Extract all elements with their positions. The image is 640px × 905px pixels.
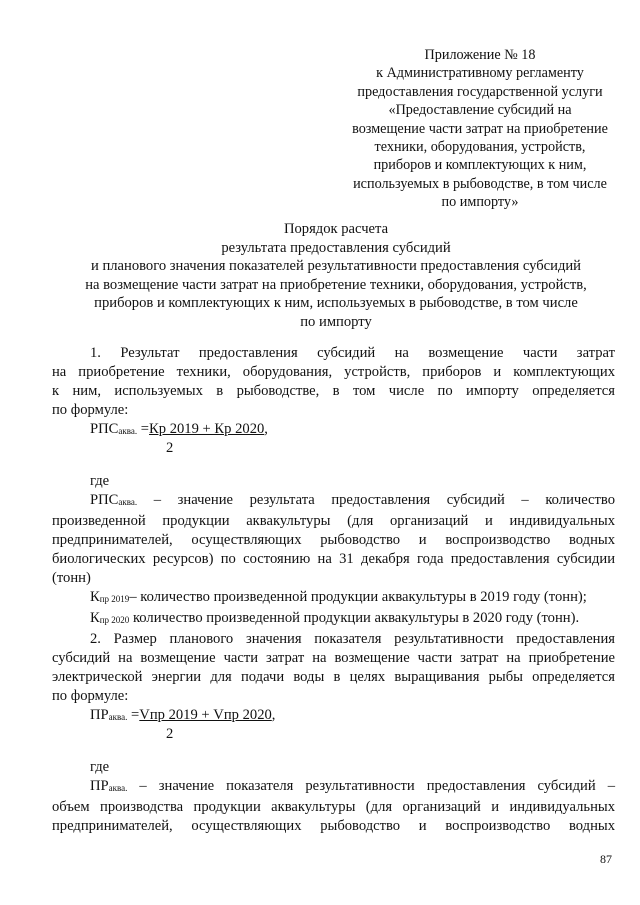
formula-eq: =: [127, 707, 140, 723]
def-term: ПР: [90, 778, 109, 794]
appendix-line: техники, оборудования, устройств,: [374, 139, 586, 156]
formula-denominator: 2: [166, 440, 174, 456]
appendix-line: возмещение части затрат на приобретение: [352, 120, 608, 137]
section1-paragraph: по формуле:: [52, 402, 129, 418]
formula-comma: ,: [264, 421, 268, 437]
document-body: [52, 344, 615, 836]
appendix-line: предоставления государственной услуги: [357, 83, 603, 100]
formula-lhs: ПР: [90, 707, 109, 723]
section1-paragraph: на приобретение техники, оборудования, устройств, приборов и комплектующих: [52, 364, 615, 380]
appendix-line: по импорту»: [441, 194, 519, 211]
appendix-header: [330, 46, 630, 212]
document-title: [60, 220, 612, 332]
section2-paragraph: субсидий на возмещение части затрат на возмещение части затрат на приобретение: [52, 650, 615, 666]
section1-paragraph: к ним, используемых в рыбоводстве, в том числе по импорту определяется: [52, 383, 615, 399]
appendix-line: приборов и комплектующих к ним,: [373, 157, 587, 174]
section2-paragraph: электрической энергии для подачи воды в целях выращивания рыбы определяется: [52, 669, 615, 685]
definition-pr: [52, 777, 615, 798]
def-text: количество произведенной продукции аквакультуры в 2020 году (тонн).: [129, 610, 580, 626]
def-text: – значение показателя результативности предоставления субсидий –: [127, 778, 615, 794]
section2-paragraph: 2. Размер планового значения показателя результативности предоставления: [90, 631, 615, 647]
def-text: – значение результата предоставления субсидий – количество: [137, 492, 615, 508]
formula-lhs-sub: аква.: [108, 712, 128, 722]
definition-line: произведенной продукции аквакультуры (для организаций и индивидуальных: [52, 513, 615, 529]
title-line: на возмещение части затрат на приобретение техники, оборудования, устройств,: [85, 276, 587, 293]
formula-numerator: Кр 2019 + Кр 2020: [149, 421, 265, 437]
def-term-sub: аква.: [108, 783, 128, 793]
title-line: Порядок расчета: [283, 221, 389, 237]
definition-k2019: [52, 588, 615, 609]
where-label: где: [90, 473, 110, 489]
definition-k2020: [52, 609, 615, 630]
definition-line: предпринимателей, осуществляющих рыбоводство и воспроизводство водных: [52, 818, 615, 834]
appendix-line: используемых в рыбоводстве, в том числе: [353, 175, 607, 192]
formula-lhs: РПС: [90, 421, 119, 437]
def-term: К: [90, 589, 100, 605]
title-line: приборов и комплектующих к ним, используемых в рыбоводстве, в том числе: [94, 295, 578, 312]
definition-line: объем производства продукции аквакультуры (для организаций и индивидуальных: [52, 799, 615, 815]
formula-numerator: Vпр 2019 + Vпр 2020: [139, 707, 272, 723]
definition-rps: [52, 491, 615, 512]
def-term: РПС: [90, 492, 119, 508]
page-number: 87: [600, 852, 612, 866]
formula-comma: ,: [271, 707, 276, 723]
def-text: – количество произведенной продукции аквакультуры в 2019 году (тонн);: [129, 589, 587, 605]
definition-line: биологических ресурсов) по состоянию на 31 декабря года предоставления субсидии: [52, 551, 615, 567]
section2-paragraph: по формуле:: [52, 688, 129, 704]
where-label: где: [90, 759, 110, 775]
title-line: результата предоставления субсидий: [221, 239, 451, 256]
formula-rps: [90, 420, 615, 439]
appendix-line: «Предоставление субсидий на: [388, 102, 572, 119]
formula-lhs-sub: аква.: [118, 426, 138, 436]
appendix-line: Приложение № 18: [424, 47, 536, 63]
title-line: и планового значения показателей результативности предоставления субсидий: [91, 258, 581, 275]
def-term-sub: пр 2019: [99, 594, 130, 604]
def-term-sub: пр 2020: [99, 615, 130, 625]
appendix-line: к Административному регламенту: [376, 65, 584, 82]
section1-paragraph: 1. Результат предоставления субсидий на возмещение части затрат: [90, 345, 615, 361]
formula-eq: =: [137, 421, 150, 437]
def-term-sub: аква.: [118, 497, 138, 507]
formula-denominator: 2: [166, 726, 174, 742]
title-line: по импорту: [300, 313, 372, 330]
definition-line: предпринимателей, осуществляющих рыбоводство и воспроизводство водных: [52, 532, 615, 548]
def-term: К: [90, 610, 100, 626]
formula-pr: [90, 706, 615, 725]
definition-line: (тонн): [52, 570, 91, 586]
